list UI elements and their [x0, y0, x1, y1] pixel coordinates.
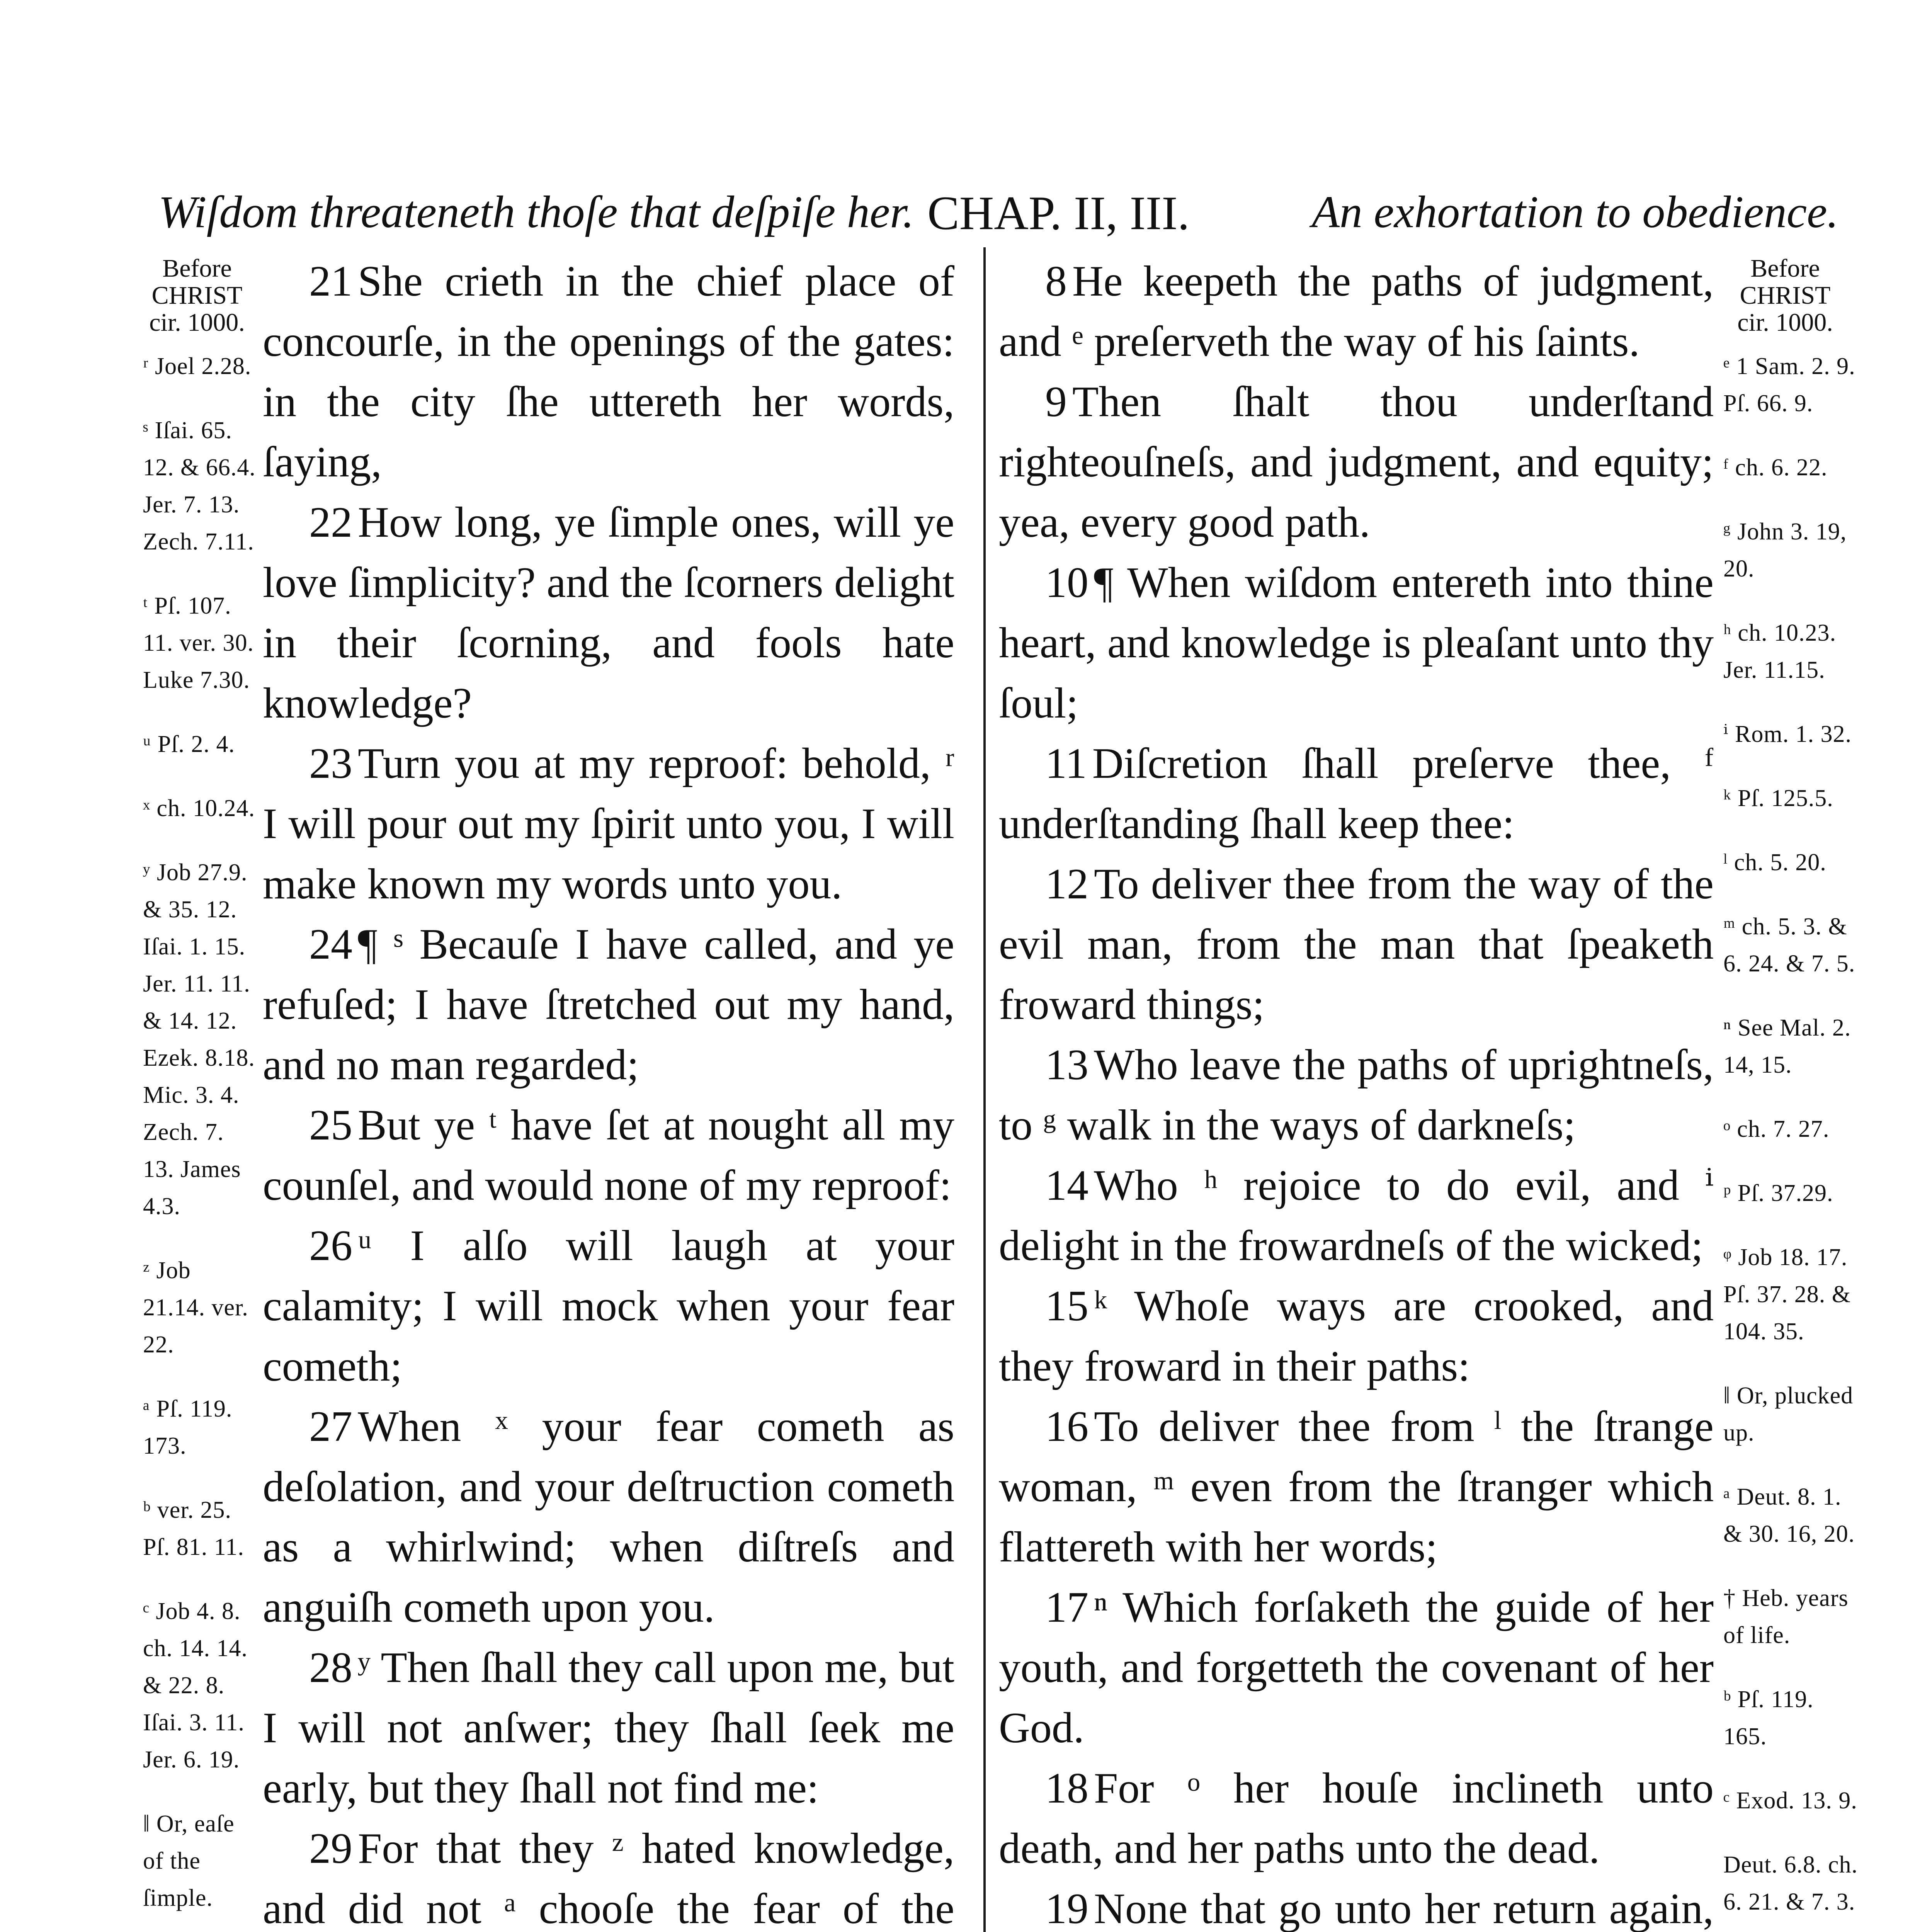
verse-number: 25 [309, 1101, 352, 1149]
margin-notes-right [1723, 251, 1862, 1932]
verse-number: 10 [1045, 559, 1088, 607]
margin-note: ⁱ Rom. 1. 32. [1723, 721, 1852, 747]
verse-number: 29 [309, 1825, 352, 1872]
verse-number: 27 [309, 1403, 352, 1451]
margin-note: ⁿ See Mal. 2. 14, 15. [1723, 1015, 1851, 1078]
verse [999, 1155, 1714, 1276]
running-head-right: An exhortation to obedience. [1311, 187, 1838, 237]
column-divider [983, 247, 986, 1932]
verse-text: ¶ ˢ Becauſe I have called, and ye refuſed; I have ſtretched out my hand, and no man regarded; [263, 920, 954, 1089]
verse [999, 1035, 1714, 1155]
verse [263, 251, 954, 492]
margin-note: ˢ Iſai. 65. 12. & 66.4. Jer. 7. 13. Zech. 7.11. [143, 417, 256, 555]
verse-number: 14 [1045, 1162, 1088, 1209]
verse [999, 251, 1714, 372]
verse [263, 914, 954, 1095]
verse-number: 28 [309, 1644, 352, 1692]
verse-text: None that go unto her return again, [1094, 1885, 1714, 1932]
verse-text: For that they ᶻ hated knowledge, and did not ᵃ chooſe the fear of the [263, 1825, 954, 1932]
margin-note: ‖ Or, plucked up. [1723, 1383, 1854, 1446]
verse-number: 19 [1045, 1885, 1088, 1932]
margin-note: ˡ ch. 5. 20. [1723, 849, 1827, 876]
margin-note: ᵃ Pſ. 119. 173. [143, 1396, 233, 1459]
verse-number: 23 [309, 740, 352, 787]
margin-note: ᵖ Pſ. 37.29. [1723, 1180, 1833, 1206]
margin-note: ʸ Job 27.9. & 35. 12. Iſai. 1. 15. Jer. 11. 11. & 14. 12. Ezek. 8.18. Mic. 3. 4. Zech. 7. 13. James 4.3. [143, 859, 255, 1219]
right-text-column [999, 251, 1714, 1932]
margin-note: ᶻ Job 21.14. ver. 22. [143, 1257, 248, 1358]
margin-note: ᶠ ch. 6. 22. [1723, 454, 1828, 481]
margin-note: ᵠ Job 18. 17. Pſ. 37. 28. & 104. 35. [1723, 1244, 1851, 1345]
notes-spacer [1723, 251, 1862, 348]
verse [263, 1638, 954, 1818]
verse [999, 553, 1714, 733]
verse [263, 1818, 954, 1932]
verse-number: 16 [1045, 1403, 1088, 1451]
margin-note: ᵗ Pſ. 107. 11. ver. 30. Luke 7.30. [143, 593, 254, 693]
verse [263, 733, 954, 914]
verse [999, 1577, 1714, 1758]
notes-spacer [143, 251, 259, 348]
margin-note: ʰ ch. 10.23. Jer. 11.15. [1723, 620, 1836, 683]
margin-note: ᵒ ch. 7. 27. [1723, 1116, 1830, 1142]
verse-number: 24 [309, 920, 352, 968]
verse-text: She crieth in the chief place of concourſe, in the openings of the gates: in the city ſhe uttereth her words, ſaying, [263, 257, 954, 486]
verse [263, 1396, 954, 1638]
verse-number: 12 [1045, 860, 1088, 908]
margin-notes-left [143, 251, 259, 1932]
margin-note: ᵉ 1 Sam. 2. 9. Pſ. 66. 9. [1723, 353, 1855, 417]
margin-note: ʳ Joel 2.28. [143, 353, 252, 379]
verse-text: But ye ᵗ have ſet at nought all my counſel, and would none of my reproof: [263, 1101, 954, 1209]
verse-number: 9 [1045, 378, 1067, 426]
verse [999, 1879, 1714, 1932]
verse-text: ⁿ Which forſaketh the guide of her youth, and forgetteth the covenant of her God. [999, 1583, 1714, 1752]
before-christ-right: Before CHRIST cir. 1000. [1737, 254, 1833, 337]
verse-text: He keepeth the paths of judgment, and ᵉ preſerveth the way of his ſaints. [999, 257, 1714, 366]
running-head-chapter: CHAP. II, III. [927, 187, 1190, 240]
margin-note: ‖ Or, eaſe of the ſimple. [143, 1811, 235, 1911]
verse-number: 15 [1045, 1282, 1088, 1330]
margin-note: ᵃ Deut. 8. 1. & 30. 16, 20. [1723, 1484, 1855, 1547]
margin-note: ᶜ Job 4. 8. ch. 14. 14. & 22. 8. Iſai. 3. 11. Jer. 6. 19. [143, 1598, 248, 1773]
margin-note: ᵐ ch. 5. 3. & 6. 24. & 7. 5. [1723, 913, 1855, 977]
margin-note: ᵇ ver. 25. Pſ. 81. 11. [143, 1497, 244, 1560]
margin-note: ᵘ Pſ. 2. 4. [143, 731, 235, 757]
verse [999, 854, 1714, 1035]
verse-text: Then ſhalt thou underſtand righteouſneſs, and judgment, and equity; yea, every good path. [999, 378, 1714, 546]
verse-text: ¶ When wiſdom entereth into thine heart, and knowledge is pleaſant unto thy ſoul; [999, 559, 1714, 727]
margin-note: † Heb. years of life. [1723, 1585, 1849, 1648]
verse-text: ᵘ I alſo will laugh at your calamity; I will mock when your fear cometh; [263, 1222, 954, 1390]
verse [999, 1276, 1714, 1396]
verse-text: Who leave the paths of uprightneſs, to ᵍ walk in the ways of darkneſs; [999, 1041, 1714, 1149]
verse-text: To deliver thee from ˡ the ſtrange woman, ᵐ even from the ſtranger which flattereth with her words; [999, 1403, 1714, 1571]
margin-note: ᵇ Pſ. 119. 165. [1723, 1686, 1814, 1750]
margin-note: ᶜ Exod. 13. 9. [1723, 1787, 1857, 1814]
verse-number: 18 [1045, 1764, 1088, 1812]
verse [263, 1095, 954, 1216]
verse-text: To deliver thee from the way of the evil man, from the man that ſpeaketh froward things; [999, 860, 1714, 1029]
verse-text: Who ʰ rejoice to do evil, and ⁱ delight in the frowardneſs of the wicked; [999, 1162, 1714, 1270]
verse-text: How long, ye ſimple ones, will ye love ſimplicity? and the ſcorners delight in their ſcorning, and fools hate knowledge? [263, 498, 954, 727]
left-text-column [263, 251, 954, 1932]
verse-number: 13 [1045, 1041, 1088, 1089]
verse [999, 1758, 1714, 1879]
margin-note: ᵏ Pſ. 125.5. [1723, 785, 1833, 811]
verse-number: 17 [1045, 1583, 1088, 1631]
verse-number: 11 [1045, 740, 1087, 787]
margin-note: ᵍ John 3. 19, 20. [1723, 519, 1847, 582]
chapter-2-verses-cont [999, 251, 1714, 1932]
chapter-1-verses [263, 251, 954, 1932]
verse-text: ʸ Then ſhall they call upon me, but I will not anſwer; they ſhall ſeek me early, but they ſhall not find me: [263, 1644, 954, 1812]
verse [999, 1396, 1714, 1577]
running-head-left: Wiſdom threateneth thoſe that deſpiſe her. [158, 187, 914, 237]
margin-note: ˣ ch. 10.24. [143, 795, 255, 821]
verse-text: When ˣ your fear cometh as deſolation, and your deſtruction cometh as a whirlwind; when diſtreſs and anguiſh cometh upon you. [263, 1403, 954, 1631]
verse-text: For ᵒ her houſe inclineth unto death, and her paths unto the dead. [999, 1764, 1714, 1872]
verse [999, 372, 1714, 553]
verse-text: Diſcretion ſhall preſerve thee, ᶠ underſtanding ſhall keep thee: [999, 740, 1714, 848]
verse-text: ᵏ Whoſe ways are crooked, and they froward in their paths: [999, 1282, 1714, 1390]
verse-number: 8 [1045, 257, 1067, 305]
verse-number: 26 [309, 1222, 352, 1270]
verse [999, 733, 1714, 854]
margin-note: Deut. 6.8. ch. 6. 21. & 7. 3. [1723, 1852, 1858, 1915]
verse-number: 21 [309, 257, 352, 305]
verse-text: Turn you at my reproof: behold, ʳ I will pour out my ſpirit unto you, I will make known my words unto you. [263, 740, 954, 908]
verse [263, 1216, 954, 1396]
verse-number: 22 [309, 498, 352, 546]
before-christ-left: Before CHRIST cir. 1000. [149, 254, 245, 337]
verse [263, 492, 954, 733]
